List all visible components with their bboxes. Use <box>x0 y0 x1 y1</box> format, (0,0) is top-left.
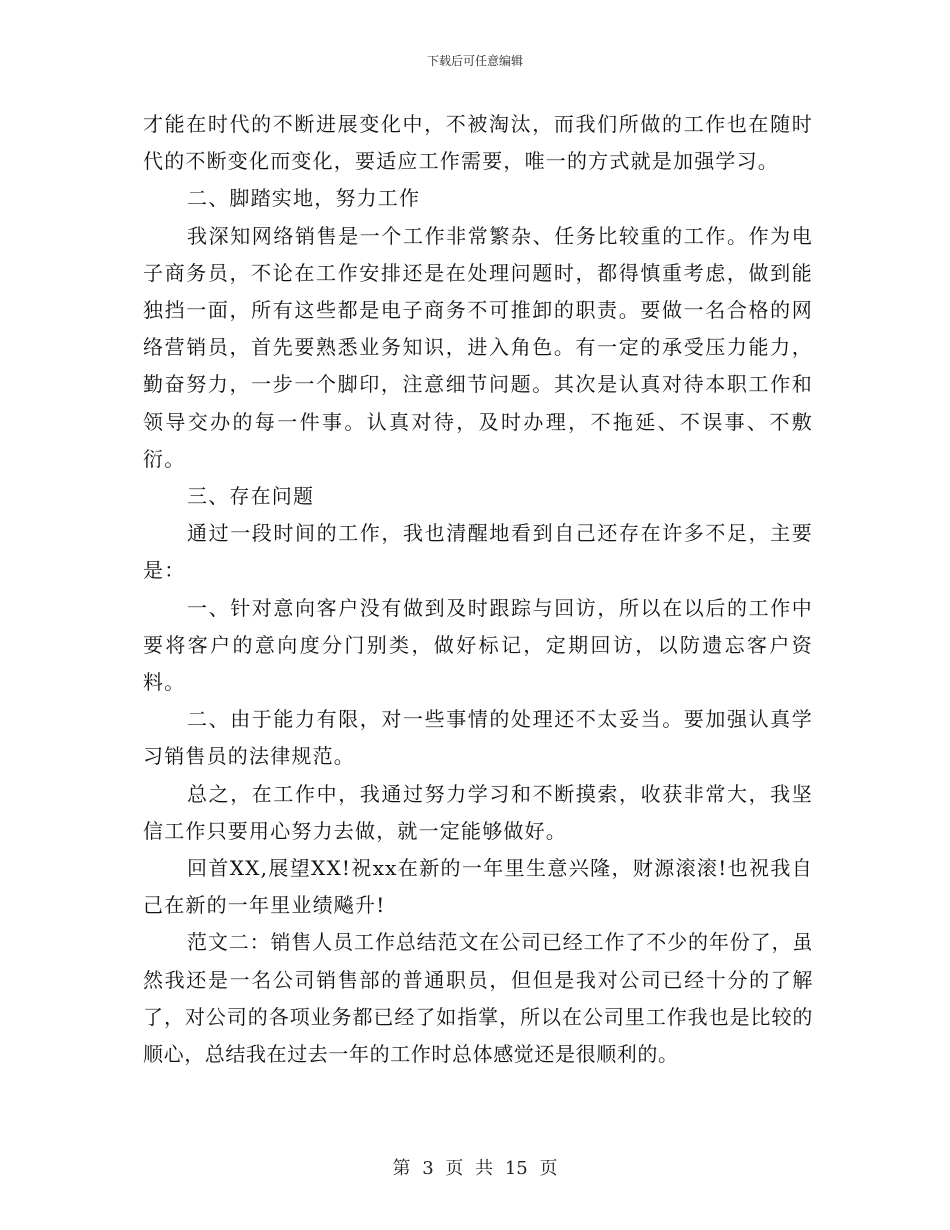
document-body <box>143 106 813 1073</box>
paragraph-summary: 总之，在工作中，我通过努力学习和不断摸索，收获非常大，我坚信工作只要用心努力去做，就一定能够做好。 <box>143 781 813 843</box>
page-footer: 第 3 页 共 15 页 <box>392 1158 558 1179</box>
page-header: 下载后可任意编辑 <box>426 54 523 68</box>
paragraph-sample-two: 范文二：销售人员工作总结范文在公司已经工作了不少的年份了，虽然我还是一名公司销售部的普通职员，但但是我对公司已经十分的了解了，对公司的各项业务都已经了如指掌，所以在公司里工作我也是比较的顺心，总结我在过去一年的工作时总体感觉还是很顺利的。 <box>143 930 813 1067</box>
paragraph-problem-2: 二、由于能力有限，对一些事情的处理还不太妥当。要加强认真学习销售员的法律规范。 <box>143 707 813 769</box>
section-heading-3: 三、存在问题 <box>187 484 315 509</box>
paragraph-continuation: 才能在时代的不断进展变化中，不被淘汰，而我们所做的工作也在随时代的不断变化而变化，要适应工作需要，唯一的方式就是加强学习。 <box>143 112 813 174</box>
paragraph-problems-intro: 通过一段时间的工作，我也清醒地看到自己还存在许多不足，主要是： <box>143 521 813 583</box>
paragraph-work-duties: 我深知网络销售是一个工作非常繁杂、任务比较重的工作。作为电子商务员，不论在工作安排还是在处理问题时，都得慎重考虑，做到能独挡一面，所有这些都是电子商务不可推卸的职责。要做一名合格的网络营销员，首先要熟悉业务知识，进入角色。有一定的承受压力能力，勤奋努力，一步一个脚印，注意细节问题。其次是认真对待本职工作和领导交办的每一件事。认真对待，及时办理，不拖延、不误事、不敷衍。 <box>143 223 813 471</box>
paragraph-problem-1: 一、针对意向客户没有做到及时跟踪与回访，所以在以后的工作中要将客户的意向度分门别类，做好标记，定期回访，以防遗忘客户资料。 <box>143 595 813 695</box>
section-heading-2: 二、脚踏实地，努力工作 <box>187 186 421 211</box>
paragraph-wishes: 回首XX,展望XX!祝xx在新的一年里生意兴隆，财源滚滚!也祝我自己在新的一年里业绩飚升! <box>143 856 813 918</box>
